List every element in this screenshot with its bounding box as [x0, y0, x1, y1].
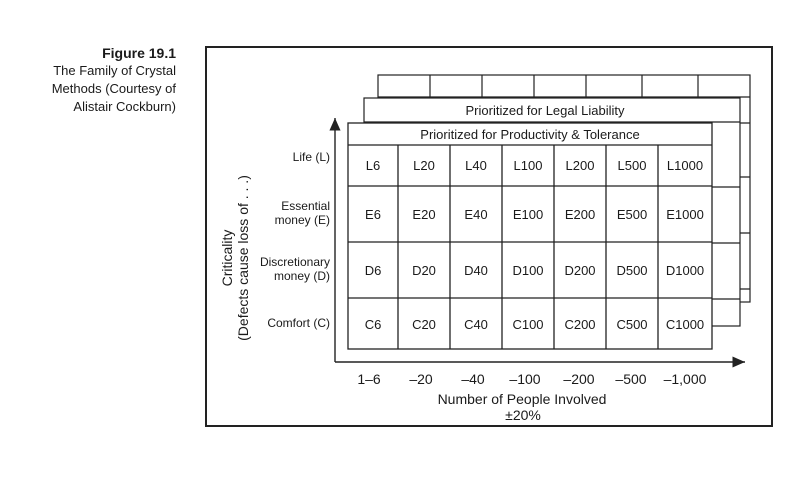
x-tick-100: –100	[509, 371, 541, 387]
x-tick-40: –40	[461, 371, 485, 387]
x-axis-subtitle: ±20%	[505, 407, 541, 423]
row-label-life: Life (L)	[292, 150, 330, 164]
cell-E1000: E1000	[666, 207, 704, 222]
row-label-comfort: Comfort (C)	[267, 316, 330, 330]
cell-L100: L100	[513, 158, 543, 173]
x-tick-500: –500	[615, 371, 647, 387]
cell-C500: C500	[616, 317, 648, 332]
row-label-discretionary-1: Discretionary	[259, 255, 330, 269]
x-tick-1000: –1,000	[663, 371, 707, 387]
cell-D1000: D1000	[665, 263, 705, 278]
x-axis-title: Number of People Involved	[437, 391, 607, 407]
cell-E40: E40	[464, 207, 488, 222]
cell-C6: C6	[364, 317, 382, 332]
cell-C20: C20	[412, 317, 436, 332]
figure-number: Figure 19.1	[102, 45, 176, 61]
x-axis-ticks	[357, 371, 706, 387]
cell-E20: E20	[412, 207, 436, 222]
caption-line-3: Alistair Cockburn)	[73, 99, 176, 114]
cell-L20: L20	[413, 158, 435, 173]
legal-liability-label: Prioritized for Legal Liability	[465, 103, 625, 118]
cell-L6: L6	[365, 158, 381, 173]
cell-D20: D20	[412, 263, 436, 278]
cell-D100: D100	[512, 263, 544, 278]
cell-C200: C200	[564, 317, 596, 332]
row-label-discretionary-2: money (D)	[273, 269, 330, 283]
cell-E200: E200	[564, 207, 596, 222]
x-tick-1-6: 1–6	[357, 371, 381, 387]
cell-E500: E500	[616, 207, 648, 222]
cell-L1000: L1000	[666, 158, 704, 173]
cell-D6: D6	[364, 263, 382, 278]
row-labels	[260, 150, 330, 330]
cell-D200: D200	[564, 263, 596, 278]
x-tick-200: –200	[563, 371, 595, 387]
productivity-tolerance-label: Prioritized for Productivity & Tolerance	[420, 127, 640, 142]
cell-D500: D500	[616, 263, 648, 278]
cell-L500: L500	[617, 158, 647, 173]
cell-L40: L40	[465, 158, 487, 173]
cell-E100: E100	[512, 207, 544, 222]
caption-line-1: The Family of Crystal	[53, 63, 176, 78]
cell-C40: C40	[464, 317, 488, 332]
row-label-essential-1: Essential	[281, 199, 330, 213]
cell-C1000: C1000	[665, 317, 705, 332]
y-axis-title: Criticality	[219, 229, 235, 287]
cell-L200: L200	[565, 158, 595, 173]
cell-E6: E6	[365, 207, 381, 222]
x-tick-20: –20	[409, 371, 433, 387]
front-layer	[348, 123, 712, 349]
row-label-essential-2: money (E)	[274, 213, 330, 227]
y-axis-subtitle: (Defects cause loss of . . .)	[235, 175, 251, 341]
cell-C100: C100	[512, 317, 544, 332]
cell-D40: D40	[464, 263, 488, 278]
caption-line-2: Methods (Courtesy of	[51, 81, 176, 96]
